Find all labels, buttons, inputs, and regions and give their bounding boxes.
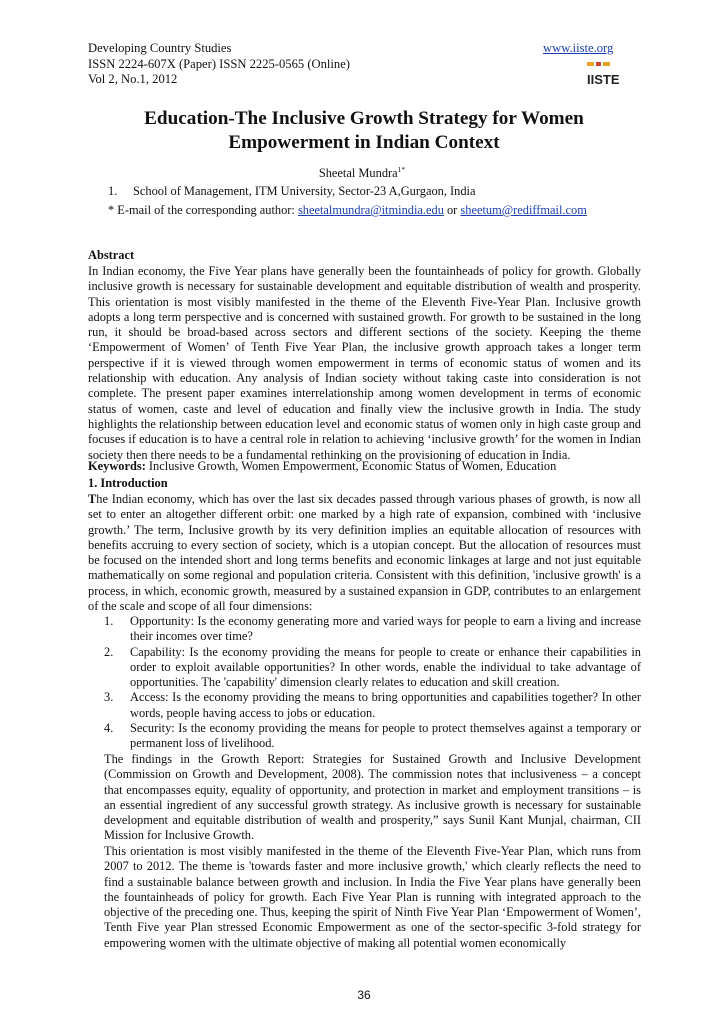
keywords-label: Keywords: — [88, 459, 146, 473]
introduction-paragraph-3: This orientation is most visibly manifested in the theme of the Eleventh Five-Year Plan, which runs from 2007 to 2012. The theme is 'towards faster and more inclusive growth,' which clearly reflects the need to find a sustainable balance between growth and inclusion. In India the Five Year plans have generally been the fountainheads of policy for growth. Each Five Year Plan is running with integrated approach to the objective of the preceding one. Thus, keeping the spirit of Ninth Five Year Plan ‘Empowerment of Women’, Tenth Five year Plan stressed Economic Empowerment as one of the sector-specific 3-fold strategy for empowering women with the ultimate objective of making all potential women economically — [104, 844, 641, 950]
keywords-text: Inclusive Growth, Women Empowerment, Economic Status of Women, Education — [145, 459, 557, 473]
page-number: 36 — [357, 988, 371, 1002]
list-item-number: 1. — [104, 614, 114, 628]
list-item — [104, 690, 641, 721]
affiliation-text: School of Management, ITM University, Sector-23 A,Gurgaon, India — [133, 184, 476, 198]
abstract-heading: Abstract — [88, 248, 135, 262]
drop-letter: T — [88, 492, 97, 506]
email-link-2[interactable]: sheetum@rediffmail.com — [460, 203, 587, 217]
list-item-text: Opportunity: Is the economy generating more and varied ways for people to earn a living and increase their incomes over time? — [130, 614, 641, 644]
email-link-1[interactable]: sheetalmundra@itmindia.edu — [297, 203, 444, 217]
affiliation — [108, 184, 476, 199]
volume-line: Vol 2, No.1, 2012 — [88, 72, 178, 86]
issn-line: ISSN 2224-607X (Paper) ISSN 2225-0565 (Online) — [88, 56, 350, 71]
introduction-paragraph-2: The findings in the Growth Report: Strategies for Sustained Growth and Inclusive Development (Commission on Growth and Development, 2008). The commission notes that inclusiveness – a concept that encompasses equity, equality of opportunity, and protection in market and employment transitions – is an essential ingredient of any successful growth strategy. As inclusive growth is necessary for sustainable development and equitable distribution of wealth and prosperity,” says Sunil Kant Munjal, chairman, CII Mission for Inclusive Growth. — [104, 752, 641, 843]
keywords — [88, 459, 556, 474]
list-item-text: Capability: Is the economy providing the means for people to create or enhance their capabilities in order to exploit available opportunities? In other words, enable the individual to take advantage of opportunities. The 'capability' dimension clearly relates to education and skill creation. — [130, 644, 641, 690]
list-item-number: 2. — [104, 644, 114, 659]
affiliation-number: 1. — [108, 184, 118, 198]
author-name: Sheetal Mundra — [318, 166, 398, 180]
email-prefix: * E-mail of the corresponding author: — [108, 203, 298, 217]
author-line — [88, 166, 636, 181]
corresponding-email — [108, 203, 587, 218]
list-item-text: Security: Is the economy providing the means for people to protect themselves against a temporary or permanent loss of livelihood. — [130, 721, 641, 751]
journal-header — [88, 41, 350, 88]
list-item-number: 3. — [104, 690, 114, 705]
list-item — [104, 721, 641, 752]
author-superscript: 1* — [397, 164, 406, 174]
dimensions-list — [104, 614, 641, 752]
introduction-heading: 1. Introduction — [88, 476, 168, 490]
title-line-1: Education-The Inclusive Growth Strategy for Women — [144, 108, 584, 129]
list-item-text: Access: Is the economy providing the means to bring opportunities and capabilities together? In other words, people having access to jobs or education. — [130, 690, 641, 720]
journal-name: Developing Country Studies — [88, 41, 232, 55]
list-item — [104, 614, 641, 645]
journal-url-link[interactable]: www.iiste.org — [543, 41, 614, 55]
introduction-paragraph-1-text: he Indian economy, which has over the last six decades passed through various phases of growth, is now all set to enter an altogether different orbit: one marked by a high rate of expansion, combined with ‘inclusive growth.’ The term, Inclusive growth by its very definition implies an equitable allocation of resources with benefits accruing to every section of society, which is a utopian concept. But the allocation of resources must be focused on the intended short and long terms benefits and economic linkages at large and not just equitable mathematically on some regional and population criteria. Consistent with this definition, 'inclusive growth' is a process, in which, economic growth, measured by a sustained expansion in GDP, contributes to an enlargement of the scale and scope of all four dimensions: — [88, 492, 641, 614]
iiste-logo — [585, 58, 625, 90]
list-item — [104, 645, 641, 691]
paper-title — [80, 107, 648, 155]
introduction-paragraph-1 — [88, 492, 641, 614]
abstract-text: In Indian economy, the Five Year plans have generally been the fountainheads of policy for growth. Globally inclusive growth is necessary for sustainable development and equitable distribution of wealth and prosperity. This orientation is most visibly manifested in the theme of the Eleventh Five-Year Plan. Inclusive growth adopts a long term perspective and is concerned with sustained growth. For growth to be sustained in the long run, it should be broad-based across sectors and different sections of the society. Keeping the theme ‘Empowerment of Women’ of Tenth Five Year Plan, the inclusive growth approach takes a longer term perspective if it is viewed through women empowerment in terms of economic status of women and its relationship with education. Any analysis of Indian society without taking caste into consideration is not complete. The present paper examines interrelationship among women development in terms of economic status of women, caste and level of education and finally view the inclusive growth in India. The study highlights the relationship between education level and economic status of women only in high caste group and focuses if education is to have a central role in relation to achieving ‘inclusive growth’ for the women in Indian society then there needs to be a fundamental rethinking on the provisioning of education in India. — [88, 264, 641, 462]
logo-text: IISTE — [587, 72, 620, 87]
title-line-2: Empowerment in Indian Context — [228, 132, 500, 153]
list-item-number: 4. — [104, 721, 114, 736]
email-separator: or — [443, 203, 461, 217]
